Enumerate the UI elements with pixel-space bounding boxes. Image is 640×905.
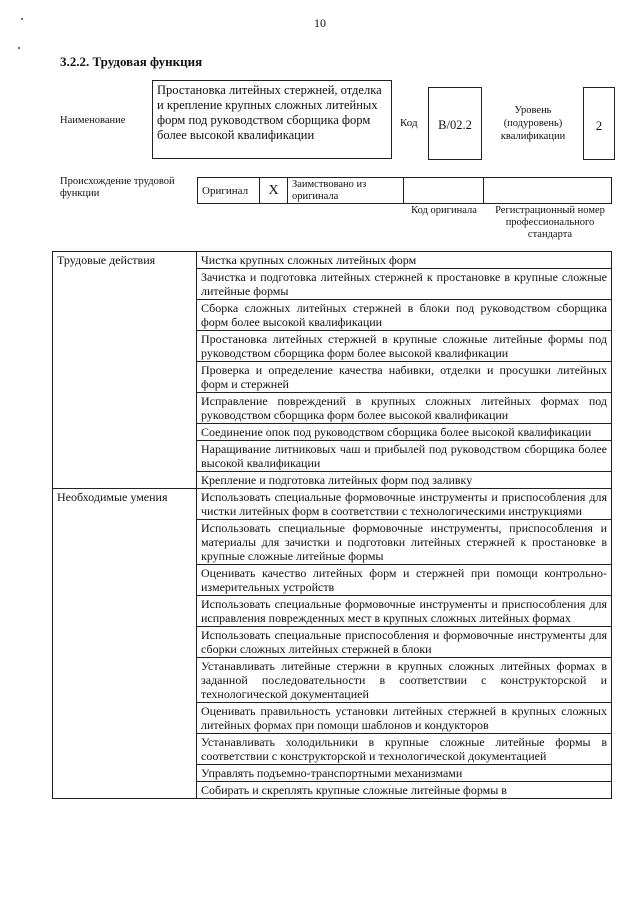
list-item: Использовать специальные формовочные инструменты, приспособления и материалы для зачистки и подготовки литейных стержней к простановке в крупные сложные литейные формы [197,520,612,565]
original-label: Оригинал [198,178,260,204]
scan-speck [21,18,23,20]
code-caption: Код оригинала [411,205,477,216]
table-row [53,489,612,520]
list-item: Наращивание литниковых чаш и прибылей под руководством сборщика более высокой квалификации [197,441,612,472]
list-item: Оценивать правильность установки литейных стержней в крупных сложных литейных формах при помощи шаблонов и кондукторов [197,703,612,734]
list-item: Чистка крупных сложных литейных форм [197,252,612,269]
list-item: Проверка и определение качества набивки, отделки и просушки литейных форм и стержней [197,362,612,393]
list-item: Устанавливать холодильники в крупные сложные литейные формы в соответствии с конструкторской и технологической документацией [197,734,612,765]
section-title: 3.2.2. Трудовая функция [60,54,203,69]
function-code-box: В/02.2 [428,87,482,160]
list-item: Использовать специальные формовочные инструменты и приспособления для чистки литейных форм в соответствии с технологическими инструкциями [197,489,612,520]
function-name-box: Простановка литейных стержней, отделка и крепление крупных сложных литейных форм под руководством сборщика форм более высокой квалификации [152,80,392,159]
table-row [53,252,612,269]
level-value-box: 2 [583,87,615,160]
list-item: Использовать специальные формовочные инструменты и приспособления для исправления поврежденных мест в крупных сложных литейных формах [197,596,612,627]
borrowed-label: Заимствовано из оригинала [288,178,404,204]
origin-table [197,177,612,204]
scan-speck [18,47,20,49]
function-table [52,251,612,799]
list-item: Простановка литейных стержней в крупные сложные литейные формы под руководством сборщика форм более высокой квалификации [197,331,612,362]
list-item: Исправление повреждений в крупных сложных литейных формах под руководством сборщика форм более высокой квалификации [197,393,612,424]
origin-label: Происхождение трудовой функции [60,176,175,199]
list-item: Соединение опок под руководством сборщика более высокой квалификации [197,424,612,441]
name-label: Наименование [60,115,126,126]
page-number: 10 [314,16,326,30]
list-item: Управлять подъемно-транспортными механизмами [197,765,612,782]
reg-caption: Регистрационный номер профессионального стандарта [495,205,605,240]
actions-label: Трудовые действия [53,252,197,489]
list-item: Сборка сложных литейных стержней в блоки под руководством сборщика форм более высокой квалификации [197,300,612,331]
skills-label: Необходимые умения [53,489,197,799]
list-item: Устанавливать литейные стержни в крупных сложных литейных формах в заданной последовательности в соответствии с конструкторской и технологической документацией [197,658,612,703]
list-item: Собирать и скреплять крупные сложные литейные формы в [197,782,612,799]
original-code-cell [404,178,484,204]
code-label: Код [400,117,418,129]
list-item: Крепление и подготовка литейных форм под заливку [197,472,612,489]
level-label: Уровень (подуровень) квалификации [500,105,566,142]
list-item: Зачистка и подготовка литейных стержней к простановке в крупные сложные литейные формы [197,269,612,300]
reg-number-cell [484,178,612,204]
original-mark: X [260,178,288,204]
list-item: Оценивать качество литейных форм и стержней при помощи контрольно-измерительных устройств [197,565,612,596]
list-item: Использовать специальные приспособления и формовочные инструменты для сборки сложных литейных стержней в блоки [197,627,612,658]
